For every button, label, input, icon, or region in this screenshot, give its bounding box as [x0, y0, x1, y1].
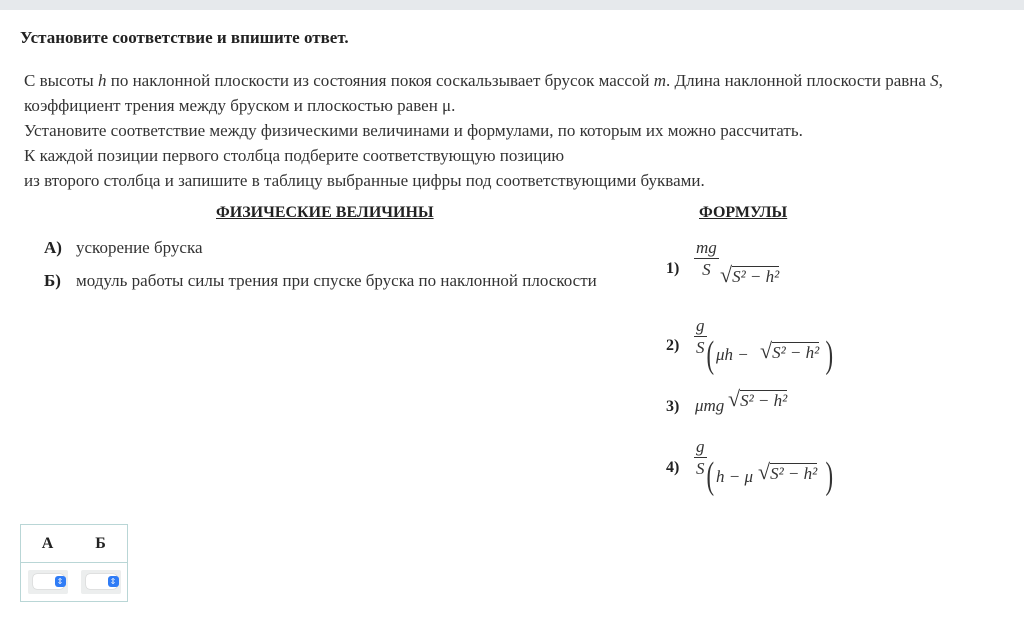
formula-3-sqrt: √S² − h² — [728, 386, 788, 411]
answer-b-select[interactable] — [81, 570, 121, 594]
formula-2-fraction: $\frac{g}{S}$ — [696, 316, 705, 357]
answer-table — [20, 524, 128, 602]
formula-1-number: 1) — [666, 260, 680, 277]
formula-4-number: 4) — [666, 459, 680, 476]
top-bar — [0, 0, 1024, 10]
formula-2-number: 2) — [666, 337, 680, 354]
col-b: Б — [74, 525, 128, 563]
answer-a-select[interactable] — [28, 570, 68, 594]
right-paren: ) — [825, 455, 834, 497]
formula-4-prefix: h − μ — [716, 467, 754, 486]
chevron-updown-icon: ⇕ — [55, 576, 66, 587]
left-paren: ( — [706, 455, 715, 497]
formula-1-fraction: $\frac{mg}{S}$ — [696, 238, 717, 279]
formula-1-sqrt: √S² − h² — [720, 262, 780, 287]
formula-3-prefix: μmg — [695, 396, 725, 415]
formula-2-sqrt: √S² − h² — [760, 338, 820, 363]
left-paren: ( — [706, 334, 715, 376]
task-title: Установите соответствие и впишите ответ. — [20, 28, 349, 47]
formula-4-fraction: $\frac{g}{S}$ — [696, 437, 705, 478]
header-formulas: ФОРМУЛЫ — [699, 204, 788, 221]
item-a: А) ускорение бруска — [44, 238, 203, 257]
formula-3-number: 3) — [666, 398, 680, 415]
col-a: А — [21, 525, 75, 563]
task-text: С высоты h по наклонной плоскости из состояния покоя соскальзывает брусок массой m. Длина наклонной плоскости равна S, коэффициент трения между бруском и плоскостью равен μ. Установите соответствие между физическими величинами и формулами, по которым их можно рассчитать. К каждой позиции первого столбца подберите соответствующую позицию из второго столбца и запишите в таблицу выбранные цифры под соответствующими буквами. — [24, 71, 943, 190]
header-quantities: ФИЗИЧЕСКИЕ ВЕЛИЧИНЫ — [216, 204, 434, 221]
formula-4-sqrt: √S² − h² — [758, 459, 818, 484]
chevron-updown-icon: ⇕ — [108, 576, 119, 587]
right-paren: ) — [825, 334, 834, 376]
item-b: Б) модуль работы силы трения при спуске бруска по наклонной плоскости — [44, 271, 597, 290]
formula-2-prefix: μh − — [716, 345, 749, 364]
